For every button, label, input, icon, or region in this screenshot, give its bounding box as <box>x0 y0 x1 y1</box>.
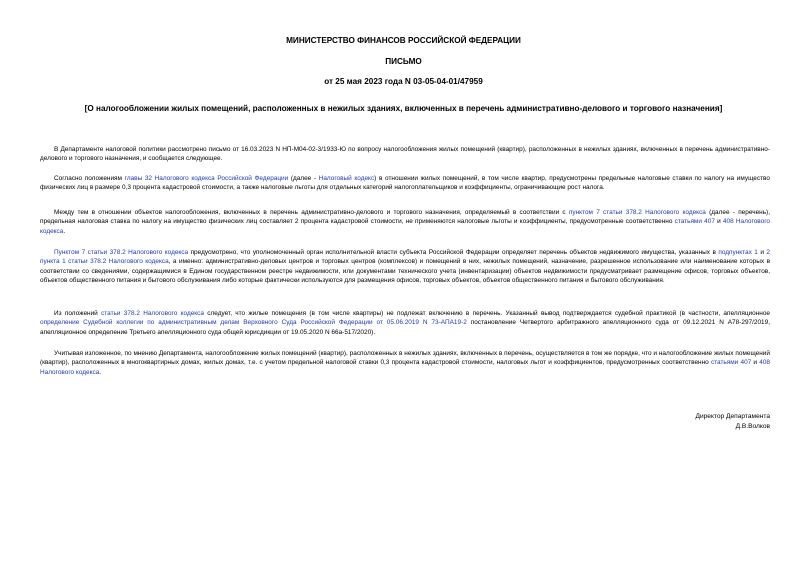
document-subject: [О налогообложении жилых помещений, расположенных в нежилых зданиях, включенных в перечень административно-делового и торгового назначения] <box>84 104 723 113</box>
link-article-378-2[interactable]: статьи 378.2 Налогового кодекса <box>101 310 204 317</box>
paragraph-6-text-3: . <box>99 368 102 376</box>
paragraph-3-text-4: . <box>63 227 66 235</box>
link-article-407[interactable]: статьями 407 <box>674 218 715 226</box>
link-article-408-b[interactable]: 408 Налогового кодекса <box>40 359 770 376</box>
paragraph-5-text-3: постановление Четвертого арбитражного апелляционного суда от 09.12.2021 N А78-297/2019, апелляционное определение Третьего апелляционного суда общей юрисдикции от 19.05.2020 N 66а-517/2020). <box>40 319 770 336</box>
link-subclause-2-clause-1-article-378-2[interactable]: 2 пункта 1 статьи 378.2 Налогового кодекса <box>40 249 771 266</box>
link-clause-7-article-378-2[interactable]: пунктом 7 статьи 378.2 Налогового кодекса <box>568 209 706 216</box>
paragraph-4-text-2: и <box>757 249 767 256</box>
link-clause-7-article-378-2-b[interactable]: Пунктом 7 статьи 378.2 Налогового кодекса <box>54 249 189 256</box>
paragraph-5 <box>40 309 770 337</box>
link-supreme-court-ruling[interactable]: определение Судебной коллегии по административным делам Верховного Суда Российской Федерации от 05.06.2019 N 73-АПА19-2 <box>40 319 467 327</box>
link-chapter-32-tax-code[interactable]: главы 32 Налогового кодекса Российской Федерации <box>124 175 289 182</box>
paragraph-6-text-2: и <box>751 359 760 367</box>
paragraph-3-text-3: и <box>714 218 723 226</box>
link-subclauses-1[interactable]: подпунктах 1 <box>718 249 758 256</box>
paragraph-4 <box>40 248 770 285</box>
link-article-408[interactable]: 408 Налогового кодекса <box>40 218 770 235</box>
signature-block <box>570 412 770 431</box>
paragraph-5-text-1: Из положений <box>54 310 102 317</box>
paragraph-5-text-2: следует, что жилые помещения (в том числе квартиры) не подлежат включению в перечень. Указанный вывод подтверждается судебной практикой (в частности, апелляционное <box>203 310 770 317</box>
paragraph-3 <box>40 208 770 236</box>
document-date-number: от 25 мая 2023 года N 03-05-04-01/47959 <box>324 77 483 86</box>
paragraph-2-text-2: (далее - <box>288 175 319 182</box>
paragraph-6 <box>40 349 770 377</box>
paragraph-2 <box>40 174 770 193</box>
signer-name: Д.В.Волков <box>735 422 770 430</box>
link-article-407-b[interactable]: статьями 407 <box>710 359 752 367</box>
paragraph-2-text-3: ) в отношении жилых помещений, в том числе квартир, предусмотрены предельные налоговые ставки по налогу на имущество физических лиц в размере 0,3 процента кадастровой стоимости, а также налоговые льготы для отдельных категорий налогоплательщиков и коэффициенты, ограничивающие рост налога. <box>40 175 770 192</box>
link-tax-code[interactable]: Налоговый кодекс <box>318 175 375 182</box>
paragraph-3-text-1: Между тем в отношении объектов налогообложения, включенных в перечень административно-делового и торгового назначения, определяемый в соответствии с <box>54 209 569 216</box>
ministry-title: МИНИСТЕРСТВО ФИНАНСОВ РОССИЙСКОЙ ФЕДЕРАЦИИ <box>286 36 521 45</box>
paragraph-1 <box>40 145 770 164</box>
paragraph-3-text-2: (далее - перечень), предельная налоговая ставка по налогу на имущество физических лиц составляет 2 процента кадастровой стоимости, не применяются налоговые льготы и коэффициенты, предусмотренные соответственно <box>40 209 770 226</box>
document-type: ПИСЬМО <box>385 57 422 66</box>
signer-position: Директор Департамента <box>695 413 770 420</box>
paragraph-2-text-1: Согласно положениям <box>54 175 125 182</box>
paragraph-1-text: В Департаменте налоговой политики рассмотрено письмо от 16.03.2023 N НП-М04-02-3/1933-Ю по вопросу налогообложения жилых помещений (квартир), расположенных в нежилых зданиях, включенных в перечень административно-делового и торгового назначения, и сообщается следующее. <box>40 146 770 163</box>
paragraph-6-text-1: Учитывая изложенное, по мнению Департамента, налогообложение жилых помещений (квартир), расположенных в нежилых зданиях, включенных в перечень, осуществляется в том же порядке, что и налогообложение жилых помещений (квартир), расположенных в многоквартирных домах, жилых домах, т.е. с учетом предельной налоговой ставки 0,3 процента кадастровой стоимости, налоговых льгот и коэффициентов, предусмотренных соответственно <box>40 350 770 367</box>
paragraph-4-text-3: , а именно: административно-деловых центров и торговых центров (комплексов) и помещений в них, нежилых помещений, назначение, разрешенное использование или наименование которых в соответствии со сведениями, содержащимися в Едином государственном реестре недвижимости, или документами технического учета (инвентаризации) объектов недвижимости предусматривает размещение офисов, торговых объектов, объектов общественного питания и бытового обслуживания либо которые фактически используются для размещения офисов, торговых объектов, объектов общественного питания и бытового обслуживания. <box>40 258 770 284</box>
paragraph-4-text-1: предусмотрено, что уполномоченный орган исполнительной власти субъекта Российской Федерации определяет перечень объектов недвижимого имущества, указанных в <box>188 249 719 256</box>
